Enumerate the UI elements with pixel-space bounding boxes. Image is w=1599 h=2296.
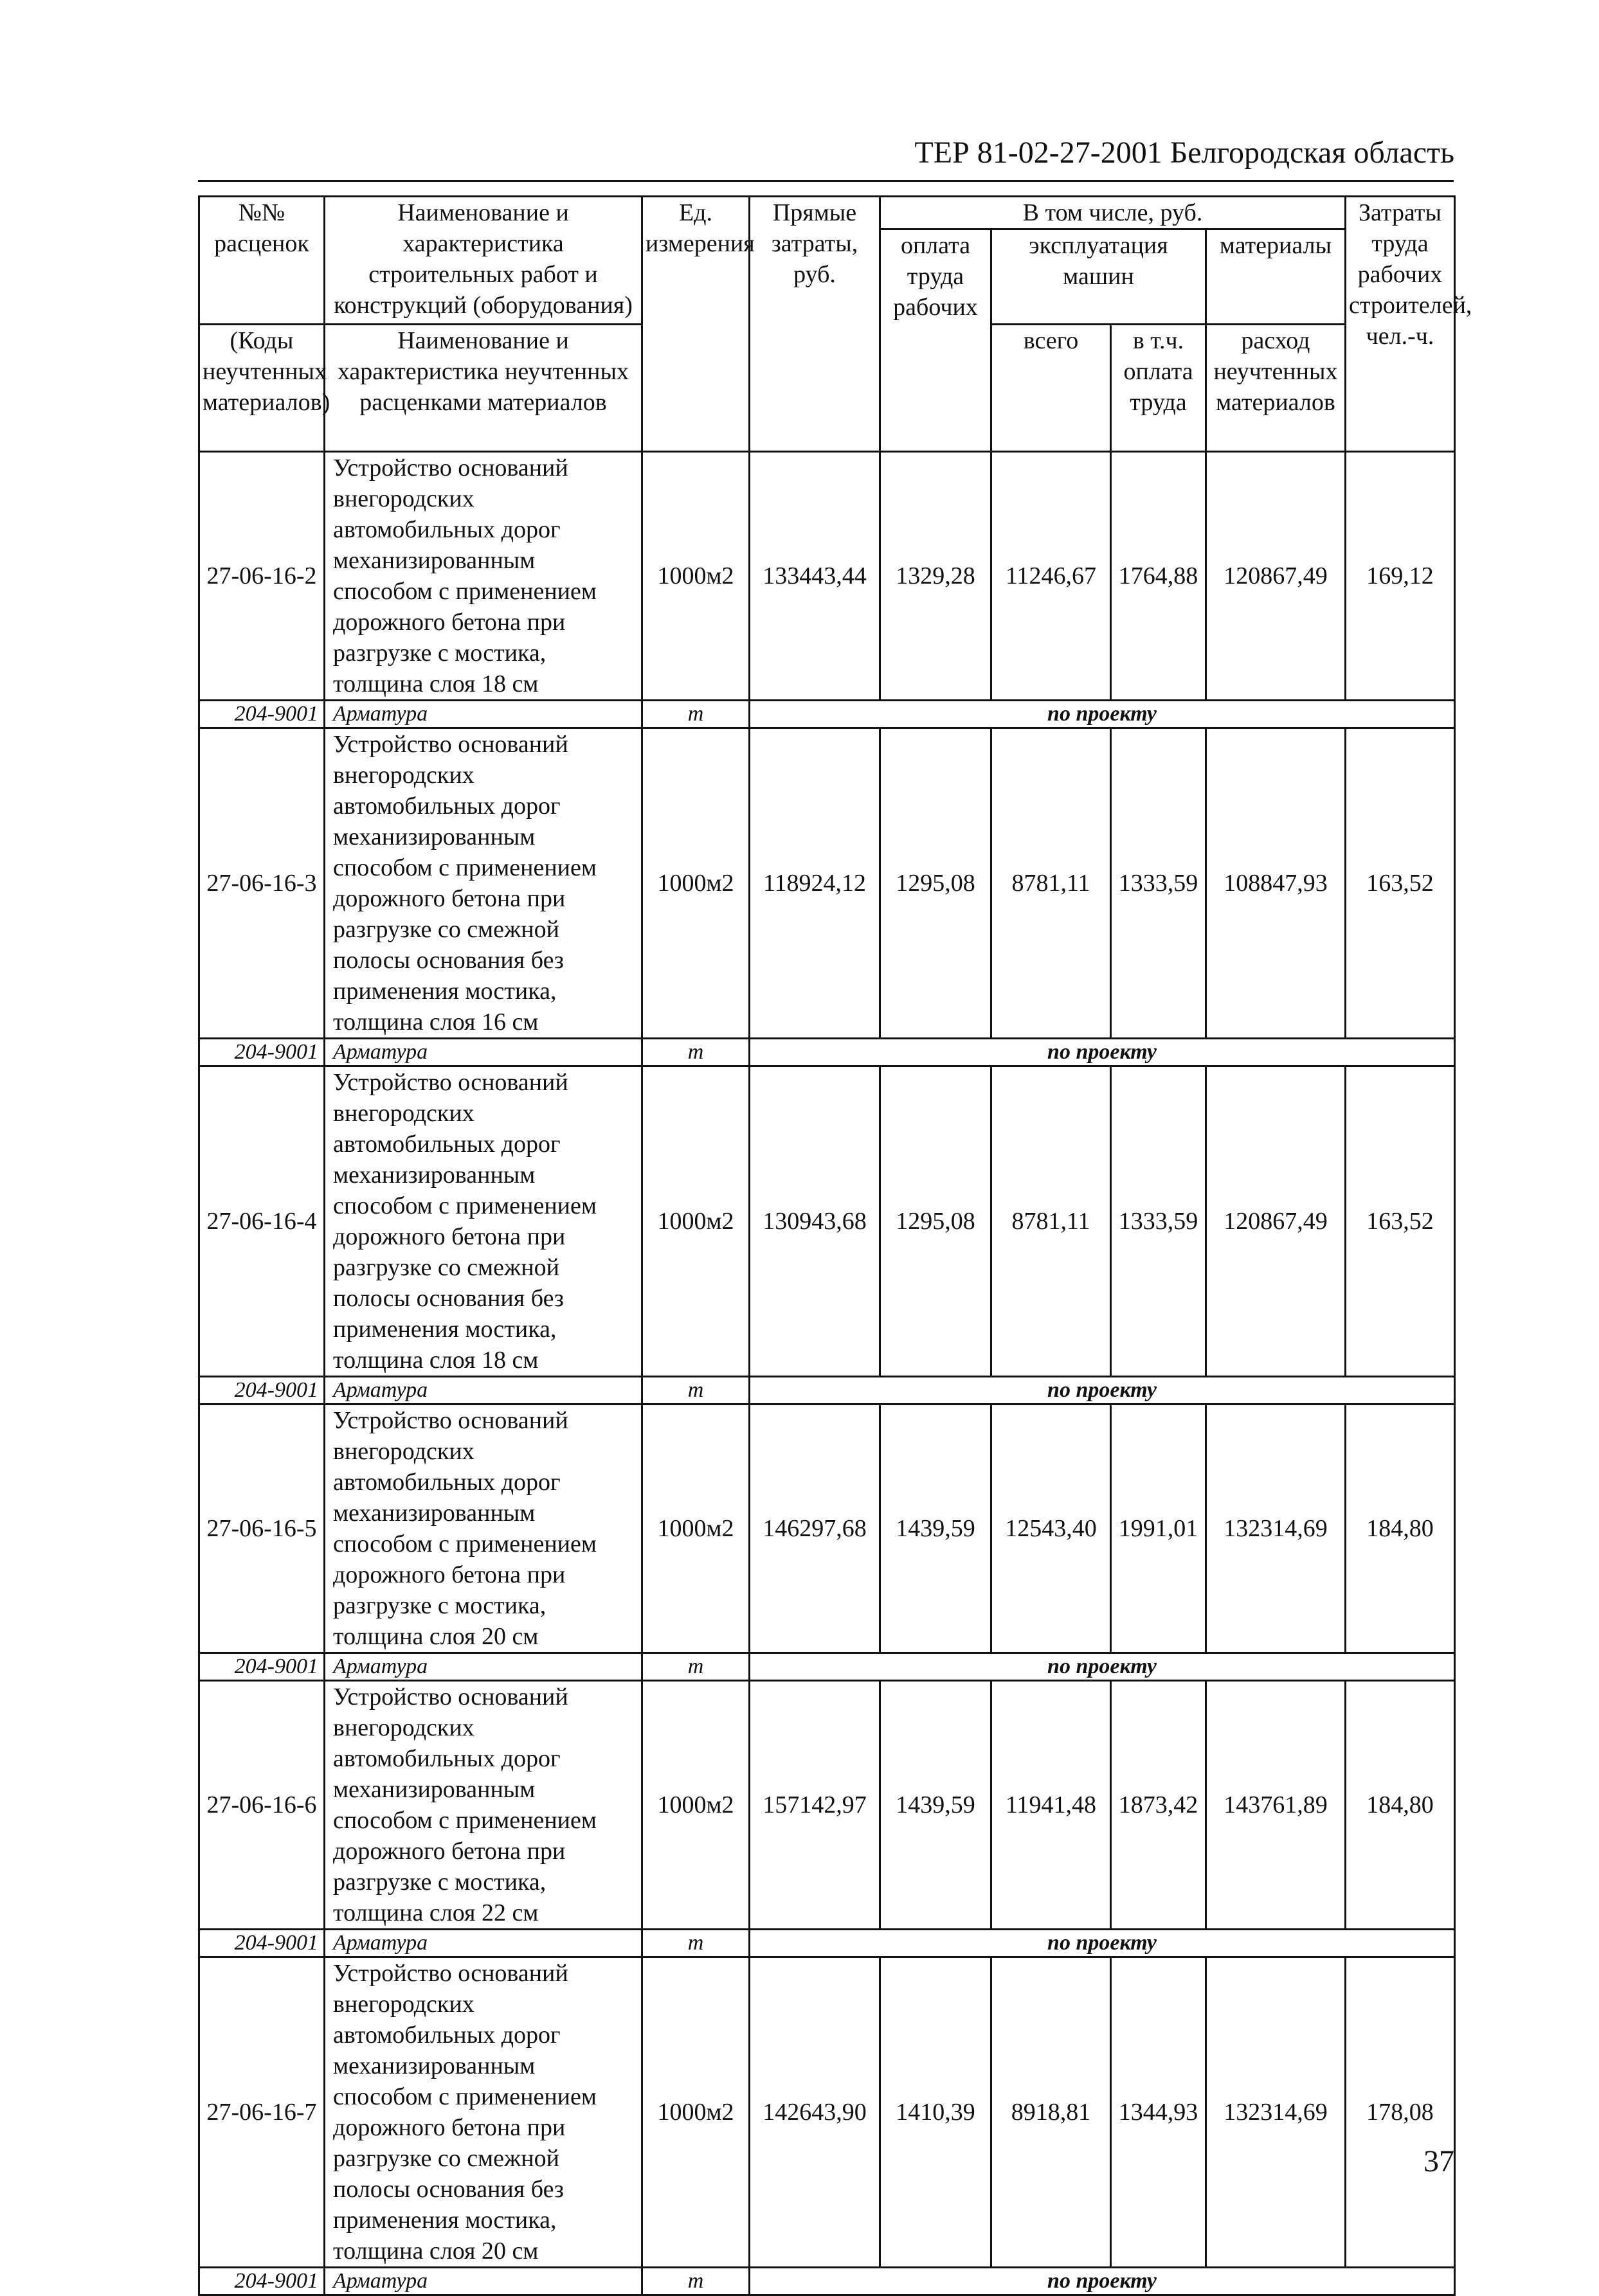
material-row bbox=[199, 701, 1455, 728]
material-unit: т bbox=[642, 701, 750, 728]
material-unit: т bbox=[642, 1377, 750, 1404]
rate-code: 27-06-16-3 bbox=[199, 728, 325, 1039]
rate-unit: 1000м2 bbox=[642, 1404, 750, 1653]
rate-machines-total: 8918,81 bbox=[991, 1957, 1111, 2268]
table-row bbox=[199, 1681, 1455, 1930]
rate-worker-pay: 1329,28 bbox=[880, 452, 991, 701]
material-row bbox=[199, 2268, 1455, 2295]
material-name: Арматура bbox=[325, 1039, 642, 1066]
rate-materials: 143761,89 bbox=[1206, 1681, 1346, 1930]
rate-name: Устройство оснований внегородских автомобильных дорог механизированным способом с применением дорожного бетона при разгрузке с мостика, толщина слоя 20 см bbox=[325, 1404, 642, 1653]
table-row bbox=[199, 1957, 1455, 2268]
header-including: В том числе, руб. bbox=[880, 197, 1346, 229]
rate-worker-pay: 1439,59 bbox=[880, 1681, 991, 1930]
header-materials-unaccounted: расход неучтенных материалов bbox=[1206, 325, 1346, 452]
rates-table bbox=[198, 195, 1472, 2296]
header-direct-costs: Прямые затраты, руб. bbox=[750, 197, 880, 452]
material-name: Арматура bbox=[325, 701, 642, 728]
rate-direct-costs: 157142,97 bbox=[750, 1681, 880, 1930]
rate-unit: 1000м2 bbox=[642, 1681, 750, 1930]
header-machines-total: всего bbox=[991, 325, 1111, 452]
material-name: Арматура bbox=[325, 2268, 642, 2295]
material-note: по проекту bbox=[750, 701, 1455, 728]
rate-machines-total: 11941,48 bbox=[991, 1681, 1111, 1930]
rate-machines-total: 12543,40 bbox=[991, 1404, 1111, 1653]
rate-machines-pay: 1344,93 bbox=[1111, 1957, 1206, 2268]
header-machines-pay: в т.ч. оплата труда bbox=[1111, 325, 1206, 452]
rate-name: Устройство оснований внегородских автомобильных дорог механизированным способом с применением дорожного бетона при разгрузке со смежной полосы основания без применения мостика, толщина слоя 20 см bbox=[325, 1957, 642, 2268]
rate-labor: 184,80 bbox=[1346, 1681, 1455, 1930]
table-head bbox=[199, 197, 1472, 452]
material-code: 204-9001 bbox=[199, 1653, 325, 1681]
material-note: по проекту bbox=[750, 1930, 1455, 1957]
material-note: по проекту bbox=[750, 1377, 1455, 1404]
material-name: Арматура bbox=[325, 1653, 642, 1681]
rate-direct-costs: 133443,44 bbox=[750, 452, 880, 701]
material-code: 204-9001 bbox=[199, 2268, 325, 2295]
material-note: по проекту bbox=[750, 1653, 1455, 1681]
material-row bbox=[199, 1653, 1455, 1681]
rate-direct-costs: 118924,12 bbox=[750, 728, 880, 1039]
rate-machines-pay: 1873,42 bbox=[1111, 1681, 1206, 1930]
rate-name: Устройство оснований внегородских автомобильных дорог механизированным способом с применением дорожного бетона при разгрузке со смежной полосы основания без применения мостика, толщина слоя 18 см bbox=[325, 1066, 642, 1377]
rate-name: Устройство оснований внегородских автомобильных дорог механизированным способом с применением дорожного бетона при разгрузке с мостика, толщина слоя 18 см bbox=[325, 452, 642, 701]
rate-machines-total: 8781,11 bbox=[991, 1066, 1111, 1377]
rate-machines-total: 8781,11 bbox=[991, 728, 1111, 1039]
rate-machines-total: 11246,67 bbox=[991, 452, 1111, 701]
material-name: Арматура bbox=[325, 1377, 642, 1404]
material-unit: т bbox=[642, 1653, 750, 1681]
rate-machines-pay: 1991,01 bbox=[1111, 1404, 1206, 1653]
rate-code: 27-06-16-7 bbox=[199, 1957, 325, 2268]
rate-worker-pay: 1295,08 bbox=[880, 728, 991, 1039]
rate-labor: 163,52 bbox=[1346, 728, 1455, 1039]
material-code: 204-9001 bbox=[199, 1039, 325, 1066]
header-code-unaccounted: (Коды неучтенных материалов) bbox=[199, 325, 325, 452]
table-row bbox=[199, 452, 1455, 701]
material-unit: т bbox=[642, 2268, 750, 2295]
table-body bbox=[199, 452, 1455, 2295]
rate-materials: 120867,49 bbox=[1206, 1066, 1346, 1377]
material-unit: т bbox=[642, 1039, 750, 1066]
header-rule bbox=[198, 180, 1454, 182]
rate-machines-pay: 1764,88 bbox=[1111, 452, 1206, 701]
rate-worker-pay: 1295,08 bbox=[880, 1066, 991, 1377]
table-row bbox=[199, 1066, 1455, 1377]
header-name-unaccounted: Наименование и характеристика неучтенных расценками материалов bbox=[325, 325, 642, 452]
rate-labor: 169,12 bbox=[1346, 452, 1455, 701]
material-row bbox=[199, 1377, 1455, 1404]
rate-worker-pay: 1410,39 bbox=[880, 1957, 991, 2268]
rate-unit: 1000м2 bbox=[642, 728, 750, 1039]
rate-code: 27-06-16-4 bbox=[199, 1066, 325, 1377]
rate-direct-costs: 130943,68 bbox=[750, 1066, 880, 1377]
rate-name: Устройство оснований внегородских автомобильных дорог механизированным способом с применением дорожного бетона при разгрузке со смежной полосы основания без применения мостика, толщина слоя 16 см bbox=[325, 728, 642, 1039]
header-worker-pay: оплата труда рабочих bbox=[880, 229, 991, 452]
table-row bbox=[199, 728, 1455, 1039]
material-note: по проекту bbox=[750, 2268, 1455, 2295]
material-row bbox=[199, 1039, 1455, 1066]
document-header: ТЕР 81-02-27-2001 Белгородская область bbox=[914, 136, 1454, 170]
header-unit: Ед. измерения bbox=[642, 197, 750, 452]
rate-worker-pay: 1439,59 bbox=[880, 1404, 991, 1653]
header-machines: эксплуатация машин bbox=[991, 229, 1206, 325]
rate-direct-costs: 142643,90 bbox=[750, 1957, 880, 2268]
header-name: Наименование и характеристика строительных работ и конструкций (оборудования) bbox=[325, 197, 642, 325]
rate-unit: 1000м2 bbox=[642, 452, 750, 701]
rate-direct-costs: 146297,68 bbox=[750, 1404, 880, 1653]
material-name: Арматура bbox=[325, 1930, 642, 1957]
rate-machines-pay: 1333,59 bbox=[1111, 728, 1206, 1039]
page-number: 37 bbox=[1423, 2144, 1454, 2178]
rate-materials: 132314,69 bbox=[1206, 1957, 1346, 2268]
material-code: 204-9001 bbox=[199, 701, 325, 728]
rate-unit: 1000м2 bbox=[642, 1957, 750, 2268]
rate-code: 27-06-16-5 bbox=[199, 1404, 325, 1653]
rate-labor: 178,08 bbox=[1346, 1957, 1455, 2268]
rate-materials: 132314,69 bbox=[1206, 1404, 1346, 1653]
material-note: по проекту bbox=[750, 1039, 1455, 1066]
header-labor: Затраты труда рабочих строителей, чел.-ч. bbox=[1346, 197, 1455, 452]
header-materials: материалы bbox=[1206, 229, 1346, 325]
material-unit: т bbox=[642, 1930, 750, 1957]
rate-code: 27-06-16-6 bbox=[199, 1681, 325, 1930]
header-code: №№ расценок bbox=[199, 197, 325, 325]
material-row bbox=[199, 1930, 1455, 1957]
rate-code: 27-06-16-2 bbox=[199, 452, 325, 701]
rate-labor: 163,52 bbox=[1346, 1066, 1455, 1377]
rate-labor: 184,80 bbox=[1346, 1404, 1455, 1653]
table-row bbox=[199, 1404, 1455, 1653]
rate-machines-pay: 1333,59 bbox=[1111, 1066, 1206, 1377]
material-code: 204-9001 bbox=[199, 1377, 325, 1404]
rate-materials: 108847,93 bbox=[1206, 728, 1346, 1039]
rate-materials: 120867,49 bbox=[1206, 452, 1346, 701]
rate-name: Устройство оснований внегородских автомобильных дорог механизированным способом с применением дорожного бетона при разгрузке с мостика, толщина слоя 22 см bbox=[325, 1681, 642, 1930]
rate-unit: 1000м2 bbox=[642, 1066, 750, 1377]
material-code: 204-9001 bbox=[199, 1930, 325, 1957]
